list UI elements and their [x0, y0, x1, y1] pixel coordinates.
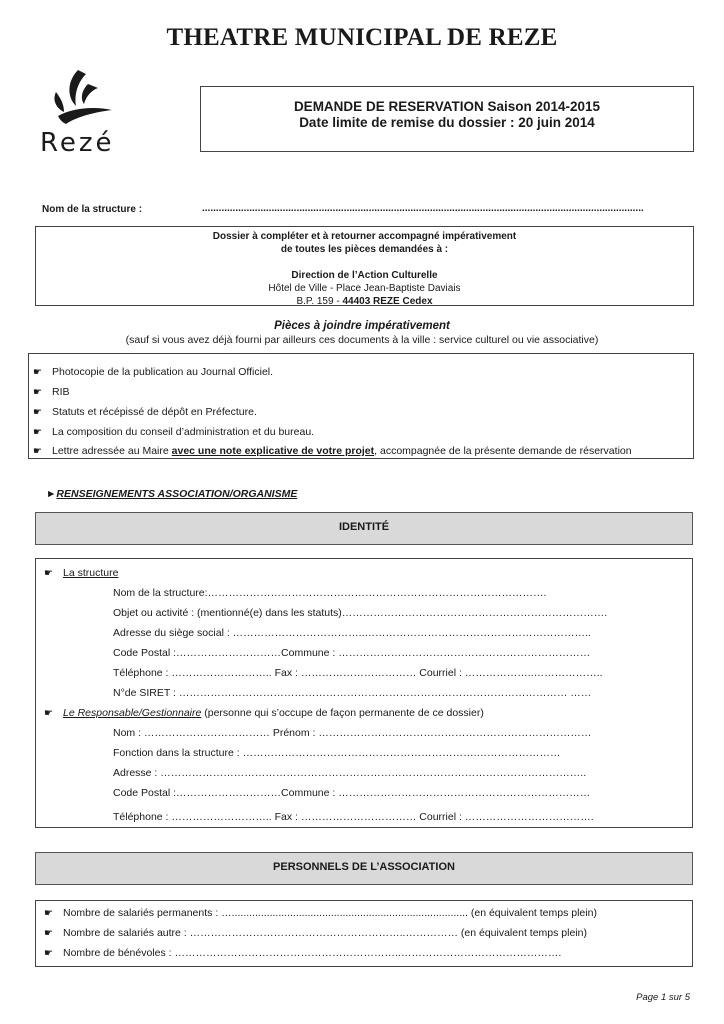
pointing-hand-icon: ☛ [33, 446, 42, 457]
emphasis-text: avec une note explicative de votre projet [171, 445, 375, 457]
volunteers-line[interactable]: ☛ Nombre de bénévoles : ………………………………………………………..………………………………………. [44, 947, 562, 959]
pointing-hand-icon: ☛ [44, 908, 53, 919]
triangle-right-icon: ► [46, 488, 57, 500]
page-title: THEATRE MUNICIPAL DE REZE [166, 24, 558, 51]
request-title: DEMANDE DE RESERVATION Saison 2014-2015 [293, 99, 601, 114]
leaf-logo-icon [38, 66, 128, 128]
pointing-hand-icon: ☛ [44, 928, 53, 939]
other-staff-line[interactable]: ☛ Nombre de salariés autre : ……………………………………………………..…………… (en équivalent temps plein) [44, 927, 587, 939]
structure-name-line[interactable]: Nom de la structure:……………………………………………………………………………………. [113, 587, 547, 599]
head-office-address-line[interactable]: Adresse du siège social : ………………………………..……………………………………………………….. [113, 627, 591, 639]
list-item: ☛ Lettre adressée au Maire avec une note explicative de votre projet, accompagnée de la présente demande de réservation [33, 445, 632, 457]
siret-line[interactable]: N°de SIRET : ………………………………………………………………………………………………… …… [113, 687, 592, 699]
pointing-hand-icon: ☛ [33, 387, 42, 398]
function-line[interactable]: Fonction dans la structure : ………………………………………………………….…………………… [113, 747, 561, 759]
list-item: ☛ Photocopie de la publication au Journal Officiel. [33, 366, 274, 378]
reze-logo [38, 66, 128, 158]
pointing-hand-icon: ☛ [44, 948, 53, 959]
deadline-text: Date limite de remise du dossier : 20 juin 2014 [299, 115, 595, 130]
identite-band: IDENTITÉ [35, 512, 693, 545]
pointing-hand-icon: ☛ [44, 708, 53, 719]
structure-name-field[interactable]: ............................................................................................................................................................... [202, 203, 644, 214]
pointing-hand-icon: ☛ [33, 367, 42, 378]
structure-heading: ☛ La structure [44, 567, 119, 579]
direction-postal [36, 295, 693, 308]
pointing-hand-icon: ☛ [33, 427, 42, 438]
pieces-subtitle: (sauf si vous avez déjà fourni par ailleurs ces documents à la ville : service culturel ou vie associative) [125, 334, 599, 346]
dossier-instructions-box [35, 226, 694, 306]
responsable-heading: ☛ Le Responsable/Gestionnaire (personne qui s’occupe de façon permanente de ce dossier) [44, 707, 484, 719]
direction-name: Direction de l’Action Culturelle [291, 270, 438, 281]
postal-city: 44403 REZE Cedex [342, 296, 433, 307]
page-number: Page 1 sur 5 [636, 992, 690, 1003]
address-line[interactable]: Adresse : ………………………………………………………………………………………………………….. [113, 767, 587, 779]
permanent-staff-line[interactable]: ☛ Nombre de salariés permanents : …................................................................................. (en équivalent temps plein) [44, 907, 597, 919]
list-item: ☛ Statuts et récépissé de dépôt en Préfecture. [33, 406, 257, 418]
phone-fax-email-line[interactable]: Téléphone : ……………………….. Fax : …………………………… Courriel : ………………..……………….. [113, 667, 603, 679]
direction-address: Hôtel de Ville - Place Jean-Baptiste Daviais [268, 283, 461, 294]
personnels-band: PERSONNELS DE L’ASSOCIATION [35, 852, 693, 885]
logo-text: Rezé [40, 128, 115, 158]
list-item: ☛ La composition du conseil d’administration et du bureau. [33, 426, 315, 438]
name-firstname-line[interactable]: Nom : ……………………………… Prénom : …………………………………………………………………… [113, 727, 592, 739]
list-item: ☛ RIB [33, 386, 70, 398]
request-header-box [200, 86, 694, 152]
instructions-line-2: de toutes les pièces demandées à : [280, 244, 449, 255]
phone-fax-email-line-2[interactable]: Téléphone : ……………………….. Fax : …………………………… Courriel : ………………………………. [113, 811, 594, 823]
identite-box [35, 558, 693, 828]
postal-code-commune-line-2[interactable]: Code Postal :…………………………Commune : ……………………………………………………………… [113, 787, 591, 799]
pointing-hand-icon: ☛ [44, 568, 53, 579]
pointing-hand-icon: ☛ [33, 407, 42, 418]
postal-box: B.P. 159 - [296, 296, 343, 307]
section-heading [46, 488, 297, 500]
pieces-list-box [28, 353, 694, 459]
personnels-box [35, 900, 693, 967]
section-heading-label: RENSEIGNEMENTS ASSOCIATION/ORGANISME [56, 488, 298, 500]
structure-name-label: Nom de la structure : [42, 204, 143, 215]
postal-code-commune-line[interactable]: Code Postal :…………………………Commune : ……………………………………………………………… [113, 647, 591, 659]
pieces-title: Pièces à joindre impérativement [274, 320, 450, 332]
object-line[interactable]: Objet ou activité : (mentionné(e) dans les statuts)…………………………………………………………………. [113, 607, 608, 619]
instructions-line-1: Dossier à compléter et à retourner accompagné impérativement [212, 231, 517, 242]
